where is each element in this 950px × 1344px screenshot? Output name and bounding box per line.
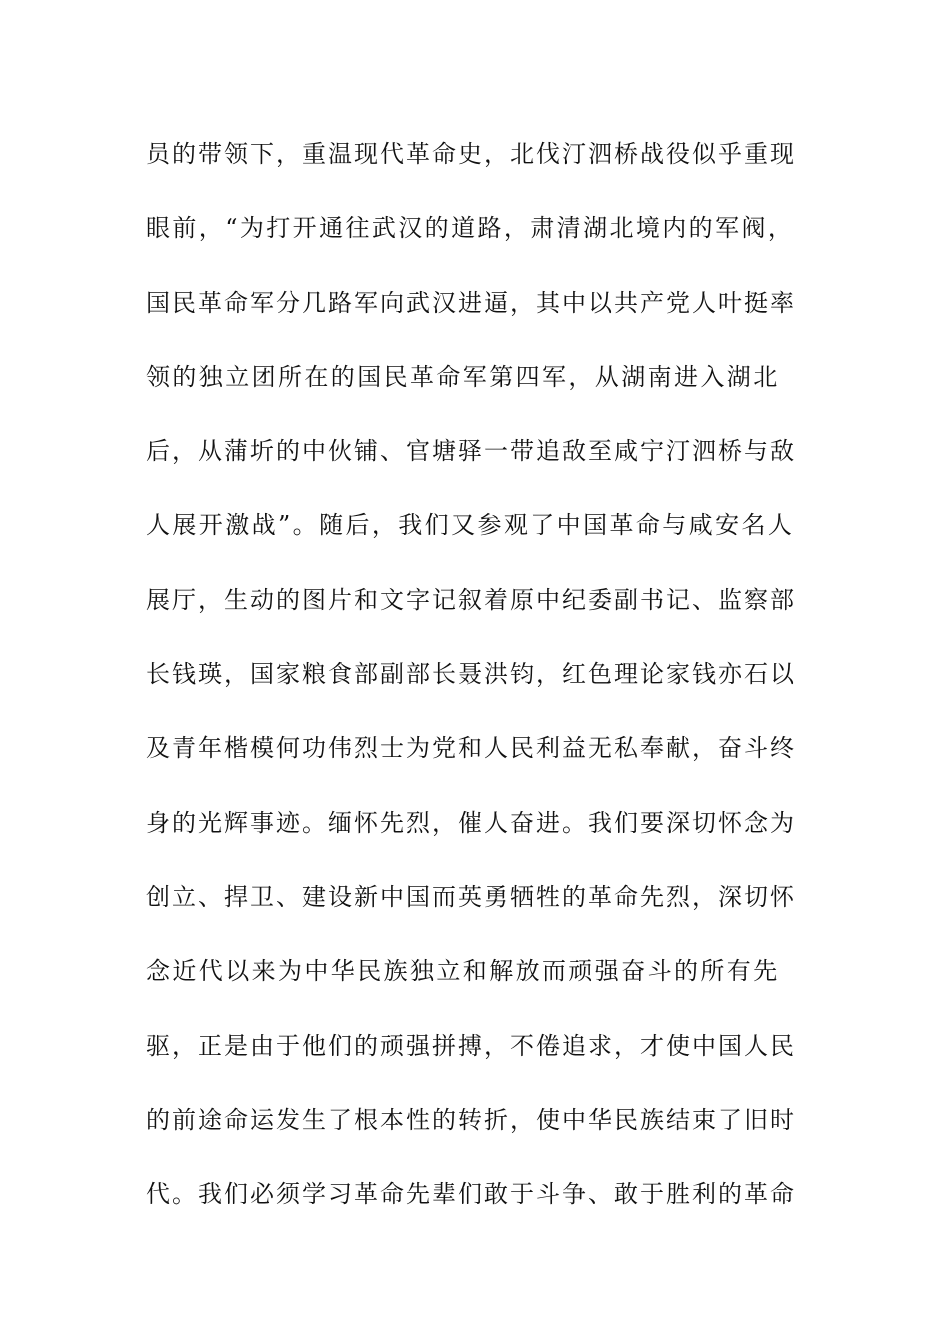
text-line-2: 眼前，“为打开通往武汉的道路，肃清湖北境内的军阀， <box>146 214 795 243</box>
text-line-6: 人展开激战”。随后，我们又参观了中国革命与咸安名人 <box>146 511 795 540</box>
text-line-13: 驱，正是由于他们的顽强拼搏，不倦追求，才使中国人民 <box>146 1031 796 1060</box>
text-line-14: 的前途命运发生了根本性的转折，使中华民族结束了旧时 <box>146 1105 796 1134</box>
text-line-5: 后，从蒲圻的中伙铺、官塘驿一带追敌至咸宁汀泗桥与敌 <box>146 437 796 466</box>
text-line-10: 身的光辉事迹。缅怀先烈，催人奋进。我们要深切怀念为 <box>146 808 796 837</box>
text-line-12: 念近代以来为中华民族独立和解放而顽强奋斗的所有先 <box>146 957 780 986</box>
text-line-3: 国民革命军分几路军向武汉进逼，其中以共产党人叶挺率 <box>146 288 796 317</box>
text-line-15: 代。我们必须学习革命先辈们敢于斗争、敢于胜利的革命 <box>146 1180 796 1209</box>
text-line-9: 及青年楷模何功伟烈士为党和人民利益无私奉献，奋斗终 <box>146 734 796 763</box>
text-line-11: 创立、捍卫、建设新中国而英勇牺牲的革命先烈，深切怀 <box>146 882 796 911</box>
body-text <box>146 132 796 1246</box>
text-line-7: 展厅，生动的图片和文字记叙着原中纪委副书记、监察部 <box>146 585 796 614</box>
text-line-1: 员的带领下，重温现代革命史，北伐汀泗桥战役似乎重现 <box>146 140 796 168</box>
text-line-4: 领的独立团所在的国民革命军第四军，从湖南进入湖北 <box>146 362 780 391</box>
text-line-8: 长钱瑛，国家粮食部副部长聂洪钧，红色理论家钱亦石以 <box>146 660 796 689</box>
